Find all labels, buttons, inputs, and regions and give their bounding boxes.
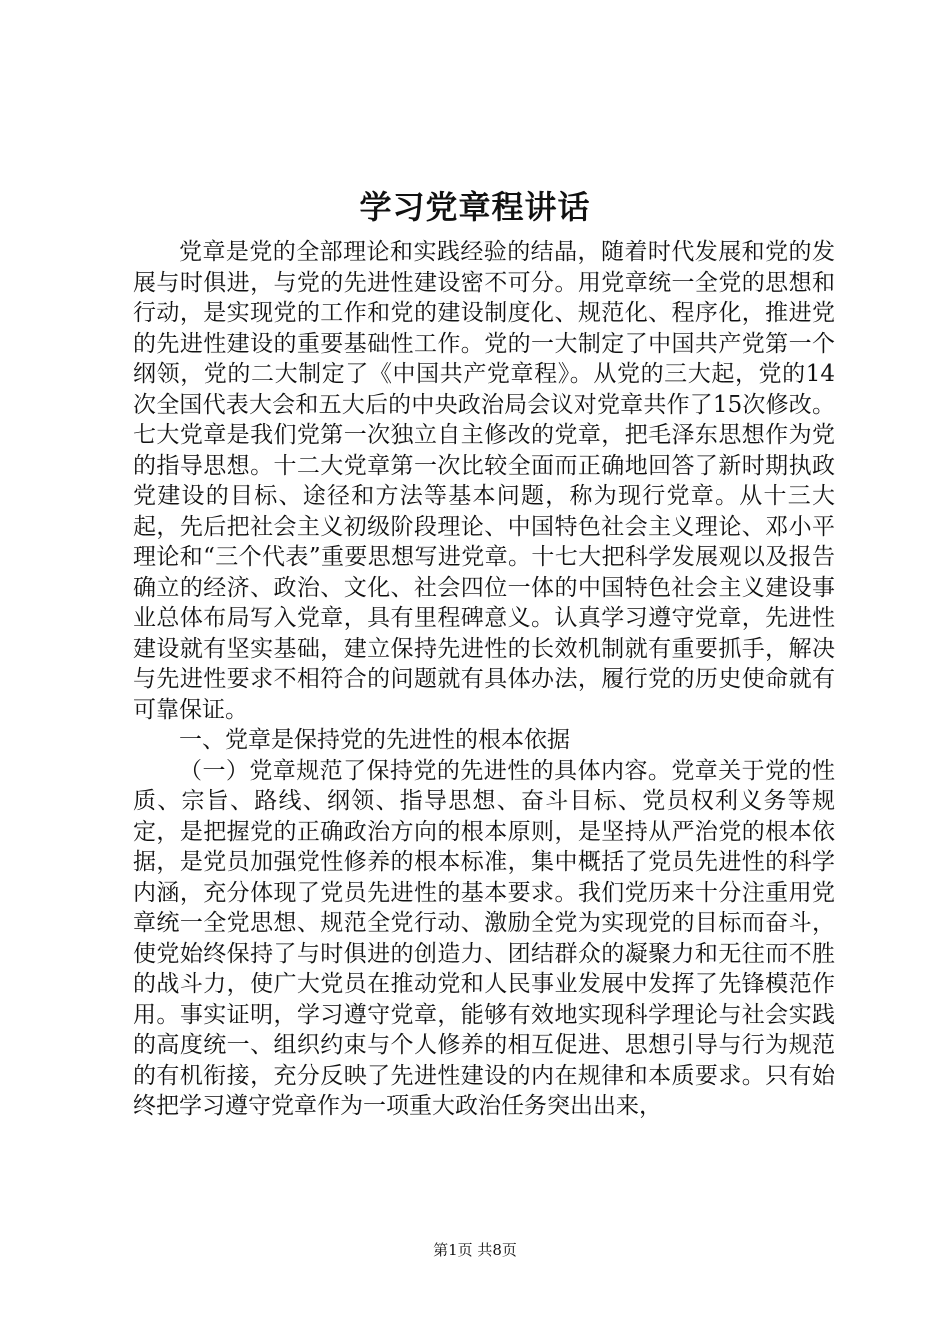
page-number: 第1页 共8页 bbox=[433, 1241, 517, 1259]
document-body bbox=[133, 237, 835, 1122]
paragraph-intro: 党章是党的全部理论和实践经验的结晶，随着时代发展和党的发展与时俱进，与党的先进性建设密不可分。用党章统一全党的思想和行动，是实现党的工作和党的建设制度化、规范化、程序化，推进党的先进性建设的重要基础性工作。党的一大制定了中国共产党第一个纲领，党的二大制定了《中国共产党章程》。从党的三大起，党的14次全国代表大会和五大后的中央政治局会议对党章共作了15次修改。七大党章是我们党第一次独立自主修改的党章，把毛泽东思想作为党的指导思想。十二大党章第一次比较全面而正确地回答了新时期执政党建设的目标、途径和方法等基本问题，称为现行党章。从十三大起，先后把社会主义初级阶段理论、中国特色社会主义理论、邓小平理论和“三个代表”重要思想写进党章。十七大把科学发展观以及报告确立的经济、政治、文化、社会四位一体的中国特色社会主义建设事业总体布局写入党章，具有里程碑意义。认真学习遵守党章，先进性建设就有坚实基础，建立保持先进性的长效机制就有重要抓手，解决与先进性要求不相符合的问题就有具体办法，履行党的历史使命就有可靠保证。 bbox=[133, 239, 835, 723]
document-title: 学习党章程讲话 bbox=[359, 188, 591, 226]
section-heading: 一、党章是保持党的先进性的根本依据 bbox=[179, 727, 570, 753]
paragraph-section-1-1: （一）党章规范了保持党的先进性的具体内容。党章关于党的性质、宗旨、路线、纲领、指导思想、奋斗目标、党员权利义务等规定，是把握党的正确政治方向的根本原则，是坚持从严治党的根本依据，是党员加强党性修养的根本标准，集中概括了党员先进性的科学内涵，充分体现了党员先进性的基本要求。我们党历来十分注重用党章统一全党思想、规范全党行动、激励全党为实现党的目标而奋斗，使党始终保持了与时俱进的创造力、团结群众的凝聚力和无往而不胜的战斗力，使广大党员在推动党和人民事业发展中发挥了先锋模范作用。事实证明，学习遵守党章，能够有效地实现科学理论与社会实践的高度统一、组织约束与个人修养的相互促进、思想引导与行为规范的有机衔接，充分反映了先进性建设的内在规律和本质要求。只有始终把学习遵守党章作为一项重大政治任务突出出来， bbox=[133, 757, 835, 1119]
